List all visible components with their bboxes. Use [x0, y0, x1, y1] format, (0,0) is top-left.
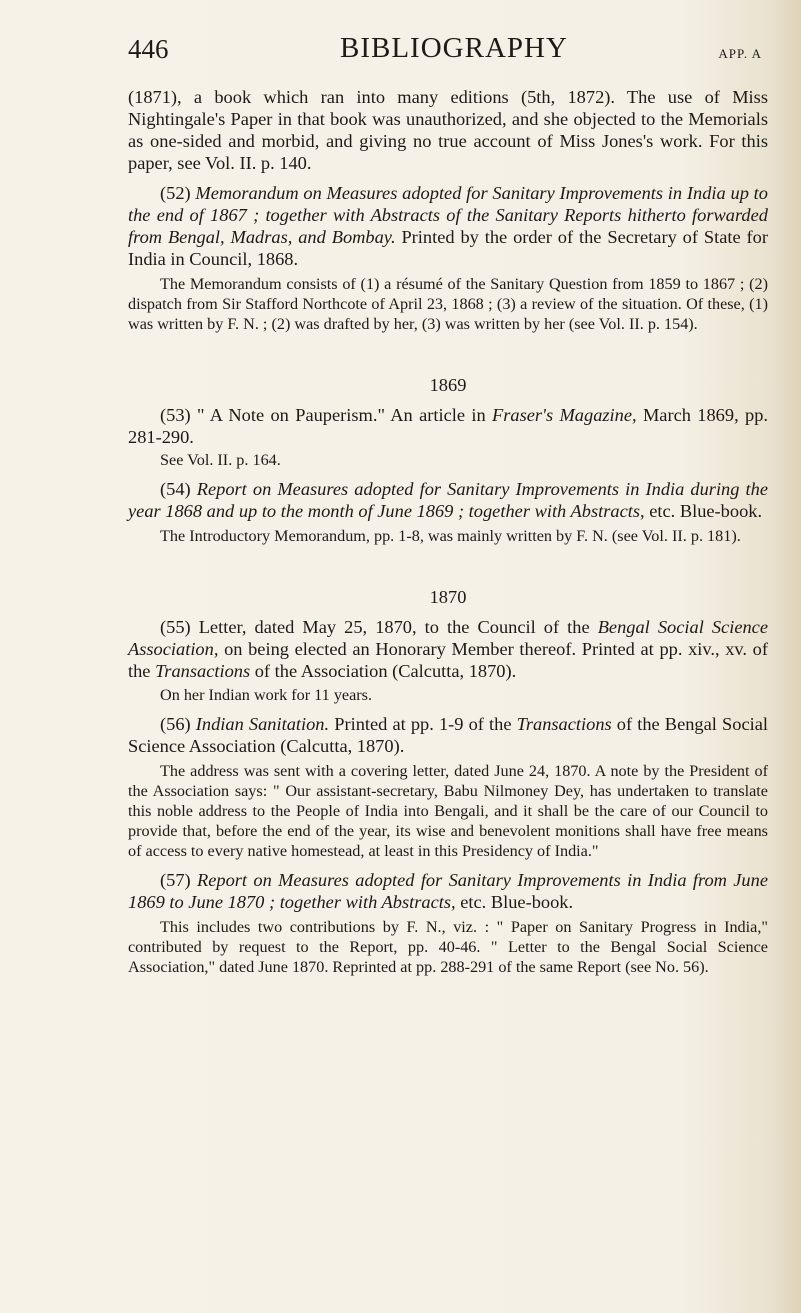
- appendix-label: APP. A: [718, 46, 762, 61]
- running-title: BIBLIOGRAPHY: [340, 32, 568, 64]
- entry-italic: Bengal Social Science Association,: [128, 617, 769, 659]
- entry-detail: etc. Blue-book.: [455, 892, 574, 912]
- entry-53-note: See Vol. II. p. 164.: [160, 451, 281, 469]
- entry-italic: Transactions: [155, 661, 251, 681]
- entry-53: [128, 404, 768, 448]
- entry-continuation: (1871), a book which ran into many editions (5th, 1872). The use of Miss Nightingale's Paper in that book was unauthorized, and she objected to the Memorials as one-sided and morbid, and giving no true account of Miss Jones's work. For this paper, see Vol. II. p. 140.: [128, 87, 768, 173]
- entry-55-note: On her Indian work for 11 years.: [160, 686, 373, 704]
- entry-italic: Fraser's Magazine,: [492, 405, 637, 425]
- entry-54-note: The Introductory Memorandum, pp. 1-8, was mainly written by F. N. (see Vol. II. p. 181).: [160, 527, 741, 545]
- page-body: [128, 86, 768, 977]
- entry-56: [128, 713, 768, 757]
- entry-text: Letter, dated May 25, 1870, to the Council of the: [198, 617, 598, 637]
- entry-text: " A Note on Pauperism." An article in: [196, 405, 492, 425]
- entry-title: Memorandum on Measures adopted for Sanitary Improvements in India up to the end of 1867 ; together with Abstracts of the Sanitary Reports hitherto forwarded from Bengal, Madras, and Bombay.: [128, 183, 768, 247]
- page-number: 446: [128, 34, 169, 64]
- entry-text: March 1869, pp. 281-290.: [128, 405, 768, 447]
- entry-number: (56): [160, 714, 191, 734]
- entry-number: (55): [160, 617, 191, 637]
- entry-number: (53): [160, 405, 191, 425]
- entry-title: Report on Measures adopted for Sanitary Improvements in India from June 1869 to June 1870 ; together with Abstracts,: [128, 870, 768, 912]
- entry-title: Indian Sanitation.: [195, 714, 330, 734]
- year-heading-1869: 1869: [429, 375, 467, 395]
- entry-52: [128, 182, 768, 270]
- entry-detail: etc. Blue-book.: [644, 501, 763, 521]
- entry-italic: Transactions: [516, 714, 612, 734]
- year-heading-1870: 1870: [429, 587, 467, 607]
- entry-title: Report on Measures adopted for Sanitary Improvements in India during the year 1868 and up to the month of June 1869 ; together with Abstracts,: [128, 479, 768, 521]
- entry-number: (54): [160, 479, 191, 499]
- entry-57: [128, 869, 768, 913]
- entry-56-note: The address was sent with a covering letter, dated June 24, 1870. A note by the President of the Association says: " Our assistant-secretary, Babu Nilmoney Dey, has undertaken to translate this noble address to the People of India into Bengali, and it shall be the care of our Council to provide that, before the end of the year, its wise and benevolent monitions shall have free means of access to every native homestead, at least in this Presidency of India.": [128, 762, 768, 860]
- entry-57-note: This includes two contributions by F. N., viz. : " Paper on Sanitary Progress in India," contributed by request to the Report, pp. 40-46. " Letter to the Bengal Social Science Association," dated June 1870. Reprinted at pp. 288-291 of the same Report (see No. 56).: [128, 918, 768, 976]
- entry-text: of the Association (Calcutta, 1870).: [250, 661, 517, 681]
- running-header: [128, 32, 768, 72]
- entry-number: (57): [160, 870, 191, 890]
- entry-number: (52): [160, 183, 191, 203]
- entry-text: on being elected an Honorary Member thereof. Printed at pp. xiv., xv. of the: [128, 639, 768, 681]
- entry-text: of the Bengal Social Science Association (Calcutta, 1870).: [128, 714, 768, 756]
- entry-54: [128, 478, 768, 522]
- entry-52-note: The Memorandum consists of (1) a résumé of the Sanitary Question from 1859 to 1867 ; (2) dispatch from Sir Stafford Northcote of April 23, 1868 ; (3) a review of the situation. Of these, (1) was written by F. N. ; (2) was drafted by her, (3) was written by her (see Vol. II. p. 154).: [128, 275, 768, 333]
- entry-55: [128, 616, 768, 682]
- entry-detail: Printed by the order of the Secretary of State for India in Council, 1868.: [128, 227, 768, 269]
- entry-text: Printed at pp. 1-9 of the: [329, 714, 517, 734]
